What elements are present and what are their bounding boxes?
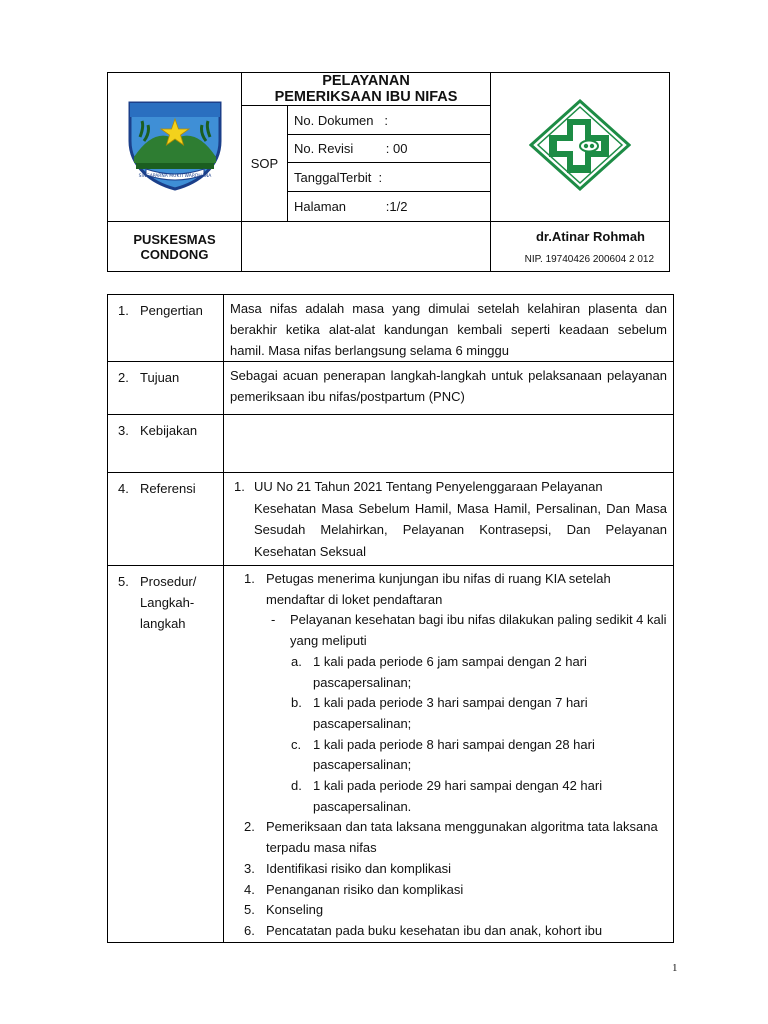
sop-content-table <box>107 294 674 943</box>
puskesmas-logo-icon <box>529 99 631 191</box>
section-label <box>108 566 224 943</box>
section-content: Sebagai acuan penerapan langkah-langkah untuk pelaksanaan pelayanan pemeriksaan ibu nifas/postpartum (PNC) <box>224 362 674 415</box>
step-subsubitem <box>224 693 669 734</box>
section-content: Masa nifas adalah masa yang dimulai setelah kelahiran plasenta dan berakhir ketika alat-alat kandungan kembali seperti keadaan sebelum hamil. Masa nifas berlangsung selama 6 minggu <box>224 295 674 362</box>
document-title <box>242 73 491 106</box>
reference-list <box>224 473 674 566</box>
sop-label: SOP <box>242 106 288 222</box>
title-line-2: PEMERIKSAAN IBU NIFAS <box>274 89 458 105</box>
step-number: 1. <box>244 571 255 586</box>
reference-continuation: Kesehatan Masa Sebelum Hamil, Masa Hamil, Persalinan, Dan Masa Sesudah Melahirkan, Pelayanan Kontrasepsi, Dan Pelayanan Kesehatan Seksual <box>254 500 667 559</box>
step-bullet: - <box>271 612 276 628</box>
step-text: Identifikasi risiko dan komplikasi <box>266 860 451 876</box>
step-letter: a. <box>291 653 302 669</box>
step-text: Penanganan risiko dan komplikasi <box>266 881 464 897</box>
step-item <box>224 859 669 880</box>
org-line-2: CONDONG <box>140 246 209 262</box>
step-letter: b. <box>291 695 302 711</box>
step-text: 1 kali pada periode 8 hari sampai dengan 28 hari pascapersalinan; <box>313 736 595 773</box>
section-title: Pengertian <box>140 303 203 318</box>
section-number: 1. <box>118 303 129 318</box>
step-number: 5. <box>244 902 255 918</box>
section-number: 5. <box>118 574 129 589</box>
step-item <box>224 817 669 858</box>
step-letter: c. <box>291 736 302 752</box>
section-title-line-3: langkah <box>140 616 186 631</box>
section-title: Kebijakan <box>140 423 198 438</box>
logo-cell <box>108 73 242 222</box>
step-text: Pelayanan kesehatan bagi ibu nifas dilakukan paling sedikit 4 kali yang meliputi <box>290 612 667 649</box>
section-number: 4. <box>118 481 129 496</box>
signatory-cell <box>491 222 670 272</box>
regency-emblem-icon <box>124 97 226 193</box>
reference-item <box>234 476 667 498</box>
organization-name <box>108 222 242 272</box>
section-title-line-1: Prosedur/ <box>140 574 197 589</box>
field-issue-date: TanggalTerbit : <box>288 163 491 192</box>
org-line-1: PUSKESMAS <box>133 231 216 247</box>
step-item <box>224 569 669 610</box>
signatory-nip: NIP. 19740426 200604 2 012 <box>524 253 655 265</box>
section-label <box>108 473 224 566</box>
section-row-tujuan <box>108 362 674 415</box>
section-number: 2. <box>118 370 129 385</box>
step-text: Pemeriksaan dan tata laksana menggunakan algoritma tata laksana terpadu masa nifas <box>266 819 658 856</box>
section-title: Tujuan <box>140 370 180 385</box>
step-number: 2. <box>244 819 255 835</box>
section-number: 3. <box>118 423 129 438</box>
section-label <box>108 415 224 473</box>
emblem-banner-text: SINGAPARNA MUKTI WARDHANA <box>138 173 211 179</box>
step-text: 1 kali pada periode 6 jam sampai dengan 2 hari pascapersalinan; <box>313 653 587 690</box>
field-document-number: No. Dokumen : <box>288 106 491 135</box>
step-number: 6. <box>244 922 255 938</box>
page-number: 1 <box>672 962 678 974</box>
title-line-1: PELAYANAN <box>322 73 410 89</box>
step-subsubitem <box>224 735 669 776</box>
step-subsubitem <box>224 776 669 817</box>
reference-text: UU No 21 Tahun 2021 Tentang Penyelenggaraan Pelayanan <box>254 479 603 494</box>
step-text: Petugas menerima kunjungan ibu nifas di ruang KIA setelah mendaftar di loket pendaftaran <box>266 571 611 607</box>
step-text: 1 kali pada periode 29 hari sampai dengan 42 hari pascapersalinan. <box>313 778 603 814</box>
section-title-line-2: Langkah- <box>140 595 195 610</box>
section-label <box>108 362 224 415</box>
section-title: Referensi <box>140 481 196 496</box>
step-text: 1 kali pada periode 3 hari sampai dengan 7 hari pascapersalinan; <box>313 695 588 731</box>
section-row-prosedur <box>108 566 674 943</box>
blank-cell <box>242 222 491 272</box>
step-number: 4. <box>244 881 255 897</box>
step-subitem <box>224 610 669 651</box>
field-page: Halaman :1/2 <box>288 192 491 222</box>
step-item <box>224 880 669 901</box>
section-row-referensi <box>108 473 674 566</box>
step-subsubitem <box>224 652 669 693</box>
step-text: Konseling <box>266 902 324 918</box>
step-text: Pencatatan pada buku kesehatan ibu dan anak, kohort ibu <box>266 922 603 938</box>
section-label <box>108 295 224 362</box>
puskesmas-logo-cell <box>491 73 670 222</box>
step-letter: d. <box>291 778 302 794</box>
procedure-steps <box>224 566 674 943</box>
reference-number: 1. <box>234 479 245 494</box>
section-content <box>224 415 674 473</box>
section-row-kebijakan <box>108 415 674 473</box>
field-revision: No. Revisi : 00 <box>288 135 491 163</box>
section-row-pengertian <box>108 295 674 362</box>
step-item <box>224 900 669 921</box>
sop-header-table <box>107 72 670 272</box>
signatory-name: dr.Atinar Rohmah <box>535 228 646 244</box>
step-number: 3. <box>244 860 255 876</box>
step-item <box>224 921 669 942</box>
